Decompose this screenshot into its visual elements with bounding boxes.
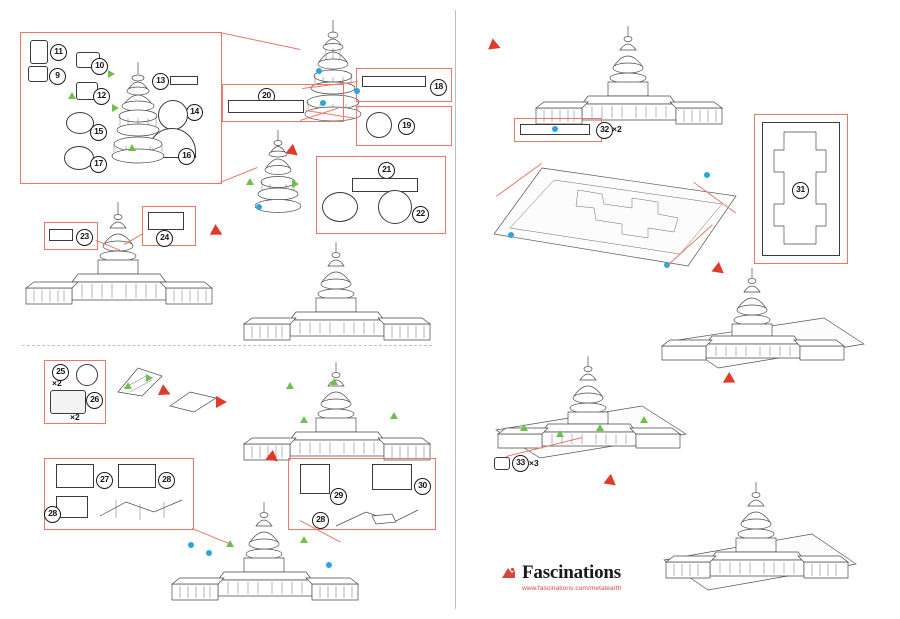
brand-logo (500, 562, 650, 592)
green-arrow-stage2-a (246, 178, 254, 185)
step-badge-28c: 28 (312, 512, 329, 529)
green-arrow-r-2 (556, 430, 564, 437)
part-gear-22 (378, 190, 412, 224)
connector-dot-bl-2 (206, 550, 212, 556)
green-arrow-dome-b (112, 104, 119, 112)
green-arrow-bl-6 (300, 536, 308, 543)
red-arrow-right-final (603, 474, 619, 490)
connector-dot-rt-2 (704, 172, 710, 178)
part-plate-26 (50, 390, 86, 414)
green-arrow-r-1 (520, 424, 528, 431)
step-badge-21: 21 (378, 162, 395, 179)
step-badge-24: 24 (156, 230, 173, 247)
connector-dot-rt-1 (552, 126, 558, 132)
capitol-illustration-righttop (524, 22, 734, 132)
step-33-qty: ×3 (529, 458, 539, 468)
part-shape-30 (372, 464, 412, 490)
connector-dot-bl-1 (188, 542, 194, 548)
green-arrow-bl-3 (300, 416, 308, 423)
capitol-illustration-midleft (14, 196, 224, 316)
step-badge-22: 22 (412, 206, 429, 223)
step-badge-11: 11 (50, 44, 67, 61)
connector-dot-bl-3 (326, 562, 332, 568)
capitol-illustration-midright (236, 238, 436, 348)
connector-dot-1 (316, 68, 322, 74)
connector-dot-2 (320, 100, 326, 106)
green-arrow-bl-1 (286, 382, 294, 389)
green-arrow-roof-a (124, 382, 132, 389)
fascinations-bird-icon (500, 565, 517, 582)
step-badge-23: 23 (76, 229, 93, 246)
step-badge-17: 17 (90, 156, 107, 173)
step-badge-19: 19 (398, 118, 415, 135)
step-badge-31: 31 (792, 182, 809, 199)
green-arrow-r-4 (640, 416, 648, 423)
green-arrow-stage2-b (292, 180, 299, 188)
brand-url: www.fascinations.com/metalearth (522, 585, 622, 592)
dome-stage-two-illustration (238, 128, 318, 220)
green-arrow-bl-4 (390, 412, 398, 419)
part-shape-28a (118, 464, 156, 488)
green-arrow-r-3 (596, 424, 604, 431)
page-center-divider (455, 10, 456, 609)
step-badge-15: 15 (90, 124, 107, 141)
step-32-qty: ×2 (612, 124, 622, 134)
capitol-final-assembly-illustration (634, 474, 874, 600)
step-badge-25: 25 (52, 364, 69, 381)
step-badge-28b: 28 (44, 506, 61, 523)
step-badge-14: 14 (186, 104, 203, 121)
step-badge-26: 26 (86, 392, 103, 409)
green-arrow-dome-d (128, 144, 136, 151)
green-arrow-roof-b (146, 374, 153, 382)
connector-dot-4 (256, 204, 262, 210)
part-shape-33 (494, 457, 510, 470)
step-badge-32: 32 (596, 122, 613, 139)
part-shape-09 (28, 66, 48, 82)
roof-piece-illustration-b (166, 382, 222, 416)
red-arrow-rt-in (488, 38, 503, 53)
green-arrow-dome-a (108, 70, 115, 78)
part-strip-21 (352, 178, 418, 192)
part-ring-22 (322, 192, 358, 222)
step-badge-18: 18 (430, 79, 447, 96)
step-badge-16: 16 (178, 148, 195, 165)
part-rail-18 (362, 76, 426, 87)
capitol-on-base-illustration-left (470, 348, 710, 470)
green-arrow-bl-2 (330, 378, 338, 385)
step-25-qty: ×2 (52, 378, 62, 388)
green-arrow-dome-c (68, 92, 76, 99)
step-badge-28a: 28 (158, 472, 175, 489)
part-shape-27 (56, 464, 94, 488)
step-badge-10: 10 (91, 58, 108, 75)
capitol-illustration-bottomleft (236, 358, 436, 468)
step-26-qty: ×2 (70, 412, 80, 422)
part-rosette-25 (76, 364, 98, 386)
step-badge-20: 20 (258, 88, 275, 105)
step-badge-27: 27 (96, 472, 113, 489)
step-badge-29: 29 (330, 488, 347, 505)
step-badge-13: 13 (152, 73, 169, 90)
connector-dot-3 (354, 88, 360, 94)
part-ring-19 (366, 112, 392, 138)
brand-name: Fascinations (522, 562, 621, 583)
part-shape-29 (300, 464, 330, 494)
capitol-illustration-bottom (160, 498, 370, 608)
step-badge-30: 30 (414, 478, 431, 495)
step-badge-33: 33 (512, 455, 529, 472)
connector-dot-rt-3 (508, 232, 514, 238)
part-strip-20 (228, 100, 304, 113)
step-badge-09: 9 (49, 68, 66, 85)
part-shape-11 (30, 40, 48, 64)
red-arrow-roof-2 (216, 396, 227, 408)
step-badge-12: 12 (93, 88, 110, 105)
